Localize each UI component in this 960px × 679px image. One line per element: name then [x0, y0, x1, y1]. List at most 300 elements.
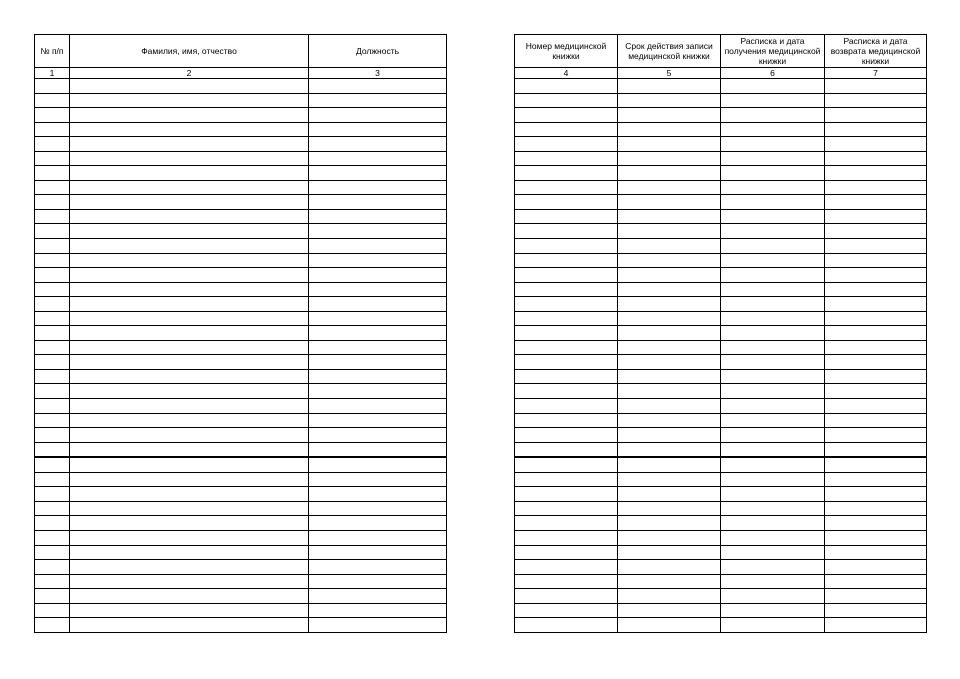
left-entry-cell[interactable]: [70, 282, 309, 297]
left-entry-cell[interactable]: [309, 530, 447, 545]
left-entry-cell[interactable]: [35, 428, 70, 443]
right-entry-cell[interactable]: [515, 151, 618, 166]
right-entry-cell[interactable]: [618, 108, 721, 123]
left-entry-cell[interactable]: [70, 297, 309, 312]
right-entry-cell[interactable]: [721, 413, 825, 428]
right-entry-cell[interactable]: [825, 209, 927, 224]
right-entry-cell[interactable]: [825, 108, 927, 123]
left-entry-cell[interactable]: [35, 282, 70, 297]
left-entry-cell[interactable]: [70, 384, 309, 399]
left-entry-cell[interactable]: [309, 413, 447, 428]
right-entry-cell[interactable]: [825, 428, 927, 443]
right-entry-cell[interactable]: [721, 297, 825, 312]
right-entry-row: [515, 501, 927, 516]
left-entry-row: [35, 166, 447, 181]
right-entry-cell[interactable]: [618, 355, 721, 370]
left-entry-cell[interactable]: [309, 326, 447, 341]
right-entry-cell[interactable]: [825, 79, 927, 94]
right-entry-cell[interactable]: [515, 589, 618, 604]
right-entry-cell[interactable]: [825, 530, 927, 545]
column-number-2: 2: [70, 68, 309, 79]
left-entry-row: [35, 224, 447, 239]
right-entry-cell[interactable]: [515, 516, 618, 531]
left-entry-cell[interactable]: [309, 618, 447, 633]
right-entry-cell[interactable]: [825, 457, 927, 472]
right-entry-cell[interactable]: [515, 166, 618, 181]
left-entry-cell[interactable]: [309, 428, 447, 443]
right-entry-cell[interactable]: [515, 457, 618, 472]
left-entry-cell[interactable]: [309, 384, 447, 399]
right-header-row: [515, 35, 927, 68]
right-entry-cell[interactable]: [721, 166, 825, 181]
left-entry-cell[interactable]: [35, 79, 70, 94]
left-entry-row: [35, 108, 447, 123]
right-entry-cell[interactable]: [618, 428, 721, 443]
left-entry-cell[interactable]: [309, 501, 447, 516]
right-entry-cell[interactable]: [721, 151, 825, 166]
left-entry-cell[interactable]: [309, 399, 447, 414]
right-entry-cell[interactable]: [515, 530, 618, 545]
right-entry-cell[interactable]: [721, 122, 825, 137]
left-entry-cell[interactable]: [70, 224, 309, 239]
right-entry-cell[interactable]: [618, 311, 721, 326]
left-entry-cell[interactable]: [70, 530, 309, 545]
left-entry-cell[interactable]: [70, 560, 309, 575]
left-entry-cell[interactable]: [309, 166, 447, 181]
right-entry-cell[interactable]: [618, 530, 721, 545]
right-entry-cell[interactable]: [618, 399, 721, 414]
left-entry-cell[interactable]: [309, 516, 447, 531]
right-entry-cell[interactable]: [825, 340, 927, 355]
left-entry-cell[interactable]: [35, 268, 70, 283]
right-entry-row: [515, 282, 927, 297]
right-entry-cell[interactable]: [825, 151, 927, 166]
right-entry-cell[interactable]: [721, 530, 825, 545]
right-entry-cell[interactable]: [721, 311, 825, 326]
left-entry-cell[interactable]: [309, 268, 447, 283]
left-entry-cell[interactable]: [35, 413, 70, 428]
right-entry-cell[interactable]: [721, 209, 825, 224]
right-entry-cell[interactable]: [825, 369, 927, 384]
right-entry-cell[interactable]: [515, 195, 618, 210]
right-entry-cell[interactable]: [515, 618, 618, 633]
left-entry-cell[interactable]: [35, 355, 70, 370]
right-entry-cell[interactable]: [618, 501, 721, 516]
left-entry-cell[interactable]: [309, 472, 447, 487]
left-entry-cell[interactable]: [70, 209, 309, 224]
right-entry-cell[interactable]: [825, 545, 927, 560]
left-entry-cell[interactable]: [309, 195, 447, 210]
right-entry-cell[interactable]: [721, 501, 825, 516]
right-entry-cell[interactable]: [618, 574, 721, 589]
right-entry-cell[interactable]: [515, 413, 618, 428]
left-entry-cell[interactable]: [35, 545, 70, 560]
left-entry-cell[interactable]: [70, 151, 309, 166]
right-entry-cell[interactable]: [721, 516, 825, 531]
right-entry-cell[interactable]: [825, 618, 927, 633]
left-entry-cell[interactable]: [70, 442, 309, 457]
header-full-name: Фамилия, имя, отчество: [70, 35, 309, 68]
left-entry-cell[interactable]: [35, 574, 70, 589]
right-entry-cell[interactable]: [721, 574, 825, 589]
left-entry-cell[interactable]: [309, 209, 447, 224]
right-entry-cell[interactable]: [721, 384, 825, 399]
right-entry-cell[interactable]: [515, 487, 618, 502]
left-entry-cell[interactable]: [309, 340, 447, 355]
right-entry-cell[interactable]: [721, 399, 825, 414]
left-entry-cell[interactable]: [309, 224, 447, 239]
right-entry-cell[interactable]: [515, 472, 618, 487]
right-entry-cell[interactable]: [825, 501, 927, 516]
right-entry-cell[interactable]: [515, 282, 618, 297]
right-entry-cell[interactable]: [825, 122, 927, 137]
right-entry-row: [515, 224, 927, 239]
right-entry-cell[interactable]: [618, 384, 721, 399]
left-table-body: [35, 79, 447, 633]
left-entry-cell[interactable]: [70, 369, 309, 384]
left-entry-cell[interactable]: [70, 166, 309, 181]
right-entry-row: [515, 137, 927, 152]
left-entry-cell[interactable]: [70, 399, 309, 414]
left-entry-cell[interactable]: [35, 137, 70, 152]
right-entry-cell[interactable]: [825, 268, 927, 283]
left-entry-cell[interactable]: [35, 472, 70, 487]
right-entry-cell[interactable]: [618, 195, 721, 210]
left-entry-cell[interactable]: [309, 253, 447, 268]
right-entry-cell[interactable]: [618, 472, 721, 487]
right-entry-cell[interactable]: [618, 297, 721, 312]
left-entry-cell[interactable]: [35, 311, 70, 326]
left-entry-cell[interactable]: [309, 355, 447, 370]
right-entry-row: [515, 355, 927, 370]
left-entry-cell[interactable]: [309, 442, 447, 457]
right-entry-cell[interactable]: [618, 253, 721, 268]
right-entry-cell[interactable]: [721, 137, 825, 152]
left-entry-cell[interactable]: [309, 603, 447, 618]
right-entry-cell[interactable]: [825, 326, 927, 341]
column-number-7: 7: [825, 68, 927, 79]
left-entry-cell[interactable]: [70, 457, 309, 472]
right-entry-row: [515, 545, 927, 560]
left-entry-cell[interactable]: [309, 180, 447, 195]
right-entry-cell[interactable]: [515, 108, 618, 123]
left-entry-row: [35, 195, 447, 210]
right-entry-cell[interactable]: [721, 224, 825, 239]
left-entry-cell[interactable]: [309, 79, 447, 94]
right-entry-cell[interactable]: [825, 516, 927, 531]
left-entry-cell[interactable]: [35, 340, 70, 355]
right-entry-cell[interactable]: [515, 268, 618, 283]
right-entry-cell[interactable]: [825, 239, 927, 254]
right-entry-row: [515, 589, 927, 604]
right-entry-cell[interactable]: [618, 516, 721, 531]
right-entry-cell[interactable]: [825, 589, 927, 604]
right-entry-cell[interactable]: [721, 589, 825, 604]
right-entry-cell[interactable]: [515, 603, 618, 618]
left-entry-cell[interactable]: [70, 122, 309, 137]
left-entry-cell[interactable]: [35, 297, 70, 312]
right-entry-cell[interactable]: [515, 326, 618, 341]
left-entry-cell[interactable]: [35, 151, 70, 166]
left-entry-cell[interactable]: [35, 166, 70, 181]
left-entry-cell[interactable]: [309, 297, 447, 312]
left-entry-cell[interactable]: [70, 93, 309, 108]
right-entry-cell[interactable]: [515, 239, 618, 254]
right-entry-cell[interactable]: [721, 472, 825, 487]
right-entry-cell[interactable]: [721, 355, 825, 370]
right-entry-cell[interactable]: [618, 282, 721, 297]
right-entry-cell[interactable]: [825, 137, 927, 152]
right-entry-row: [515, 79, 927, 94]
left-entry-cell[interactable]: [70, 472, 309, 487]
right-entry-cell[interactable]: [618, 560, 721, 575]
right-entry-cell[interactable]: [618, 122, 721, 137]
right-entry-cell[interactable]: [618, 209, 721, 224]
right-entry-cell[interactable]: [825, 442, 927, 457]
left-entry-cell[interactable]: [70, 355, 309, 370]
left-entry-cell[interactable]: [35, 457, 70, 472]
left-entry-cell[interactable]: [35, 108, 70, 123]
right-entry-cell[interactable]: [515, 297, 618, 312]
left-entry-cell[interactable]: [309, 239, 447, 254]
left-entry-cell[interactable]: [70, 137, 309, 152]
left-entry-row: [35, 603, 447, 618]
left-entry-cell[interactable]: [35, 516, 70, 531]
right-entry-cell[interactable]: [721, 239, 825, 254]
right-entry-cell[interactable]: [515, 180, 618, 195]
left-entry-cell[interactable]: [35, 93, 70, 108]
right-entry-cell[interactable]: [618, 487, 721, 502]
left-entry-cell[interactable]: [35, 442, 70, 457]
left-entry-cell[interactable]: [35, 209, 70, 224]
left-entry-cell[interactable]: [35, 384, 70, 399]
right-entry-cell[interactable]: [515, 442, 618, 457]
right-entry-cell[interactable]: [825, 384, 927, 399]
left-entry-cell[interactable]: [309, 487, 447, 502]
left-entry-cell[interactable]: [70, 574, 309, 589]
left-entry-row: [35, 413, 447, 428]
right-entry-cell[interactable]: [618, 224, 721, 239]
right-entry-row: [515, 442, 927, 457]
right-entry-cell[interactable]: [515, 399, 618, 414]
left-entry-cell[interactable]: [35, 224, 70, 239]
right-entry-cell[interactable]: [825, 224, 927, 239]
right-entry-cell[interactable]: [618, 545, 721, 560]
left-entry-cell[interactable]: [35, 326, 70, 341]
left-entry-cell[interactable]: [35, 122, 70, 137]
left-entry-cell[interactable]: [309, 311, 447, 326]
right-entry-cell[interactable]: [721, 369, 825, 384]
left-entry-cell[interactable]: [70, 253, 309, 268]
left-entry-cell[interactable]: [309, 282, 447, 297]
left-entry-cell[interactable]: [70, 487, 309, 502]
right-entry-cell[interactable]: [515, 384, 618, 399]
left-entry-cell[interactable]: [309, 93, 447, 108]
left-entry-cell[interactable]: [35, 487, 70, 502]
left-entry-row: [35, 209, 447, 224]
left-entry-cell[interactable]: [70, 326, 309, 341]
right-entry-cell[interactable]: [721, 487, 825, 502]
right-entry-cell[interactable]: [618, 326, 721, 341]
left-entry-cell[interactable]: [70, 195, 309, 210]
right-entry-row: [515, 122, 927, 137]
left-entry-cell[interactable]: [70, 545, 309, 560]
left-entry-cell[interactable]: [35, 253, 70, 268]
left-entry-cell[interactable]: [70, 589, 309, 604]
right-entry-cell[interactable]: [825, 472, 927, 487]
right-entry-cell[interactable]: [618, 137, 721, 152]
left-entry-cell[interactable]: [309, 369, 447, 384]
right-entry-cell[interactable]: [721, 545, 825, 560]
right-entry-row: [515, 413, 927, 428]
right-entry-cell[interactable]: [721, 340, 825, 355]
left-entry-cell[interactable]: [70, 239, 309, 254]
right-entry-cell[interactable]: [618, 93, 721, 108]
right-entry-cell[interactable]: [721, 560, 825, 575]
right-entry-cell[interactable]: [618, 239, 721, 254]
left-entry-cell[interactable]: [309, 545, 447, 560]
right-entry-row: [515, 108, 927, 123]
left-entry-cell[interactable]: [35, 618, 70, 633]
left-entry-cell[interactable]: [70, 428, 309, 443]
right-entry-cell[interactable]: [825, 413, 927, 428]
right-entry-cell[interactable]: [825, 180, 927, 195]
left-entry-row: [35, 487, 447, 502]
left-entry-cell[interactable]: [70, 79, 309, 94]
right-entry-cell[interactable]: [618, 589, 721, 604]
left-entry-cell[interactable]: [70, 108, 309, 123]
right-entry-cell[interactable]: [515, 122, 618, 137]
right-entry-cell[interactable]: [515, 224, 618, 239]
header-row-number: № п/п: [35, 35, 70, 68]
right-entry-row: [515, 516, 927, 531]
left-entry-cell[interactable]: [70, 180, 309, 195]
header-receipt-date-returned: Расписка и дата возврата медицинской книжки: [825, 35, 927, 68]
left-entry-cell[interactable]: [35, 560, 70, 575]
right-entry-cell[interactable]: [721, 603, 825, 618]
right-entry-cell[interactable]: [721, 253, 825, 268]
left-entry-cell[interactable]: [35, 239, 70, 254]
right-entry-cell[interactable]: [515, 574, 618, 589]
left-entry-row: [35, 151, 447, 166]
right-entry-cell[interactable]: [515, 545, 618, 560]
right-entry-cell[interactable]: [618, 369, 721, 384]
left-entry-row: [35, 268, 447, 283]
right-entry-cell[interactable]: [618, 79, 721, 94]
left-entry-cell[interactable]: [70, 413, 309, 428]
left-entry-cell[interactable]: [35, 195, 70, 210]
right-entry-cell[interactable]: [825, 297, 927, 312]
right-entry-cell[interactable]: [721, 428, 825, 443]
right-entry-cell[interactable]: [515, 501, 618, 516]
right-entry-cell[interactable]: [825, 195, 927, 210]
left-entry-cell[interactable]: [35, 180, 70, 195]
right-entry-cell[interactable]: [721, 326, 825, 341]
right-entry-cell[interactable]: [721, 108, 825, 123]
right-entry-cell[interactable]: [515, 355, 618, 370]
right-entry-cell[interactable]: [721, 457, 825, 472]
right-entry-cell[interactable]: [515, 79, 618, 94]
right-entry-cell[interactable]: [618, 457, 721, 472]
right-entry-row: [515, 560, 927, 575]
left-entry-cell[interactable]: [309, 589, 447, 604]
right-entry-cell[interactable]: [721, 442, 825, 457]
left-entry-cell[interactable]: [70, 501, 309, 516]
left-entry-cell[interactable]: [35, 530, 70, 545]
right-entry-cell[interactable]: [618, 340, 721, 355]
left-entry-cell[interactable]: [70, 618, 309, 633]
right-entry-cell[interactable]: [721, 195, 825, 210]
left-entry-cell[interactable]: [309, 122, 447, 137]
right-entry-cell[interactable]: [618, 166, 721, 181]
right-entry-cell[interactable]: [618, 151, 721, 166]
right-entry-cell[interactable]: [618, 268, 721, 283]
right-entry-cell[interactable]: [515, 369, 618, 384]
right-entry-cell[interactable]: [721, 180, 825, 195]
right-entry-cell[interactable]: [515, 340, 618, 355]
right-entry-cell[interactable]: [825, 399, 927, 414]
right-entry-cell[interactable]: [515, 311, 618, 326]
right-entry-cell[interactable]: [825, 282, 927, 297]
left-entry-cell[interactable]: [70, 516, 309, 531]
right-entry-cell[interactable]: [825, 166, 927, 181]
right-entry-cell[interactable]: [515, 137, 618, 152]
right-entry-cell[interactable]: [618, 618, 721, 633]
right-entry-cell[interactable]: [515, 428, 618, 443]
left-entry-cell[interactable]: [35, 399, 70, 414]
right-entry-cell[interactable]: [618, 603, 721, 618]
left-entry-cell[interactable]: [309, 137, 447, 152]
left-entry-cell[interactable]: [35, 603, 70, 618]
right-entry-cell[interactable]: [721, 282, 825, 297]
right-entry-cell[interactable]: [515, 93, 618, 108]
right-entry-cell[interactable]: [721, 93, 825, 108]
right-entry-cell[interactable]: [515, 560, 618, 575]
left-entry-cell[interactable]: [309, 108, 447, 123]
right-entry-cell[interactable]: [515, 209, 618, 224]
right-entry-cell[interactable]: [825, 560, 927, 575]
left-entry-cell[interactable]: [35, 589, 70, 604]
right-entry-cell[interactable]: [825, 574, 927, 589]
right-entry-cell[interactable]: [618, 180, 721, 195]
left-entry-cell[interactable]: [70, 268, 309, 283]
right-entry-cell[interactable]: [721, 618, 825, 633]
right-entry-cell[interactable]: [825, 487, 927, 502]
left-entry-cell[interactable]: [70, 603, 309, 618]
left-entry-cell[interactable]: [309, 560, 447, 575]
left-entry-cell[interactable]: [70, 340, 309, 355]
right-entry-cell[interactable]: [618, 442, 721, 457]
right-entry-cell[interactable]: [825, 311, 927, 326]
left-entry-row: [35, 384, 447, 399]
left-entry-cell[interactable]: [309, 151, 447, 166]
right-entry-cell[interactable]: [825, 253, 927, 268]
right-entry-row: [515, 93, 927, 108]
right-entry-cell[interactable]: [515, 253, 618, 268]
right-entry-row: [515, 151, 927, 166]
right-entry-cell[interactable]: [721, 79, 825, 94]
right-entry-cell[interactable]: [618, 413, 721, 428]
right-entry-cell[interactable]: [825, 603, 927, 618]
right-entry-cell[interactable]: [825, 355, 927, 370]
right-entry-cell[interactable]: [721, 268, 825, 283]
right-entry-cell[interactable]: [825, 93, 927, 108]
left-entry-cell[interactable]: [35, 501, 70, 516]
left-entry-cell[interactable]: [309, 457, 447, 472]
left-entry-cell[interactable]: [35, 369, 70, 384]
left-entry-cell[interactable]: [70, 311, 309, 326]
left-entry-cell[interactable]: [309, 574, 447, 589]
